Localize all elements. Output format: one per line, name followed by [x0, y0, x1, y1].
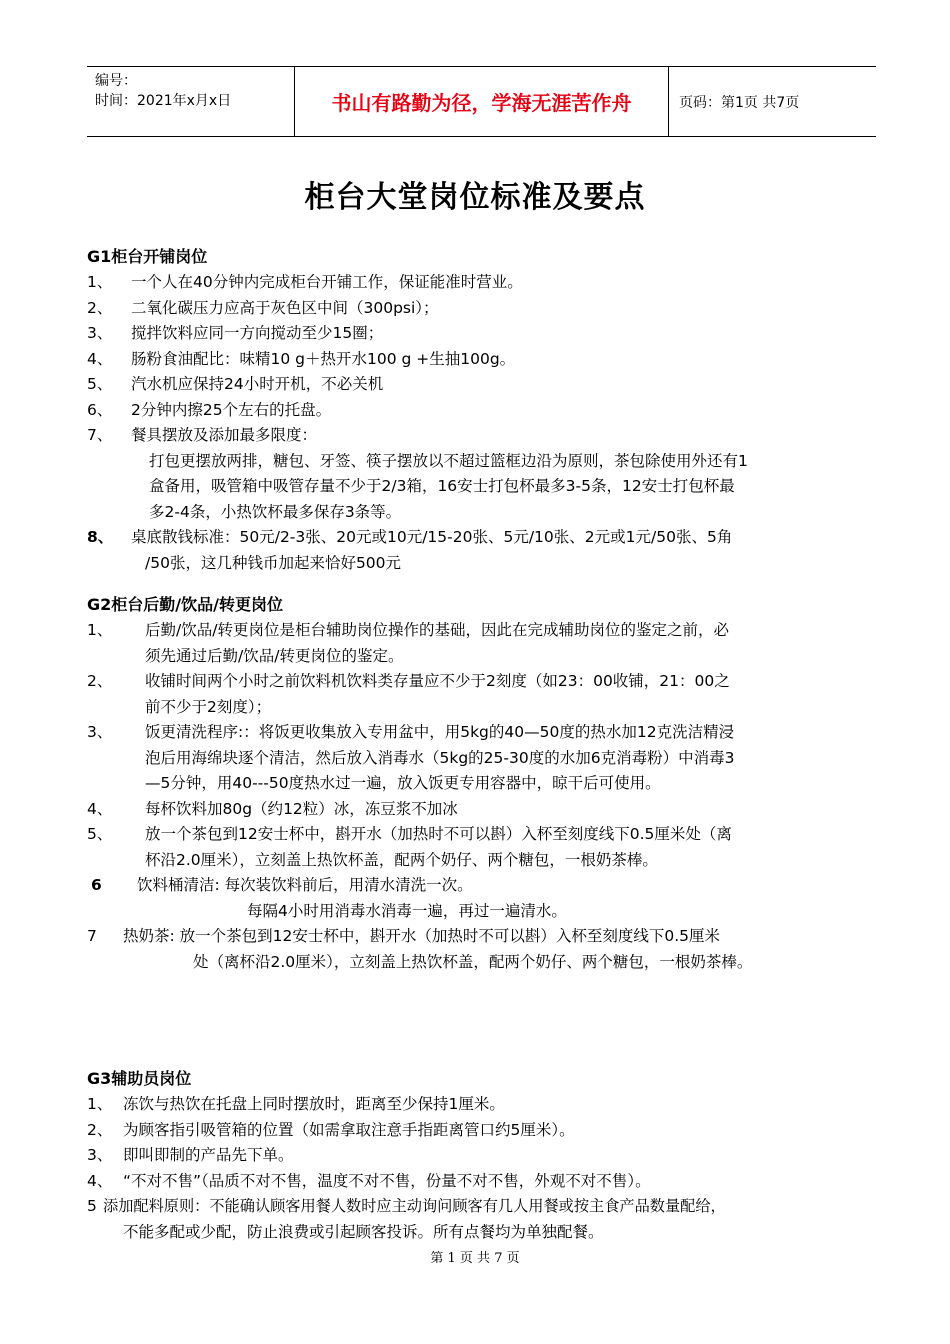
- item-text: 二氧化碳压力应高于灰色区中间（300psi）；: [131, 298, 439, 317]
- list-item-continuation: [87, 746, 887, 772]
- section-g1: [87, 244, 887, 576]
- list-item: [87, 347, 887, 373]
- list-item: [87, 321, 887, 347]
- item-text: 每杯饮料加80g（约12粒）冰，冻豆浆不加冰: [145, 799, 458, 818]
- item-number: 4、: [87, 349, 113, 368]
- list-item-continuation: [87, 771, 887, 797]
- section-g2: [87, 592, 887, 975]
- item-number: 1、: [87, 273, 113, 291]
- item-number: 4、: [87, 1171, 113, 1190]
- item-number: 1、: [87, 1095, 113, 1113]
- list-item-continuation: [87, 848, 887, 874]
- list-item: [87, 720, 887, 746]
- list-item-continuation: [87, 695, 887, 721]
- item-text: 盒备用，吸管箱中吸管存量不少于2/3箱，16安士打包杯最多3-5条，12安士打包杯最: [149, 477, 735, 495]
- item-text: 搅拌饮料应同一方向搅动至少15圈；: [131, 324, 384, 342]
- list-item: [87, 669, 887, 695]
- list-item: [87, 873, 887, 899]
- item-number: 2、: [87, 1120, 113, 1139]
- list-item-continuation: [87, 644, 887, 670]
- section-heading: G3辅助员岗位: [87, 1069, 192, 1088]
- item-text: 为顾客指引吸管箱的位置（如需拿取注意手指距离管口约5厘米）。: [123, 1120, 575, 1139]
- section-heading: G1柜台开铺岗位: [87, 247, 208, 266]
- item-text: 放一个茶包到12安士杯中，斟开水（加热时不可以斟）入杯至刻度线下0.5厘米处（离: [145, 825, 732, 843]
- item-text: 餐具摆放及添加最多限度：: [131, 426, 318, 444]
- item-text: 肠粉食油配比：味精10 g＋热开水100 g +生抽100g。: [131, 349, 516, 368]
- item-text: 收铺时间两个小时之前饮料机饮料类存量应不少于2刻度（如23：00收铺，21：00之: [145, 672, 730, 690]
- list-item-continuation: [87, 551, 887, 577]
- item-number: 3、: [87, 324, 113, 342]
- document-header: [87, 66, 876, 137]
- list-item: [87, 1143, 887, 1169]
- item-number: 3、: [87, 723, 113, 741]
- list-item-continuation: [87, 899, 887, 925]
- item-text: 饭更清洗程序:：将饭更收集放入专用盆中，用5kg的40—50度的热水加12克洗洁精浸: [145, 723, 735, 741]
- item-number: 8、: [87, 528, 114, 546]
- item-text: /50张，这几种钱币加起来恰好500元: [145, 553, 402, 572]
- item-text: 桌底散钱标准：50元/2-3张、20元或10元/15-20张、5元/10张、2元或1元/50张、5角: [131, 528, 733, 546]
- time-label: 时间：2021年x月x日: [95, 93, 232, 109]
- list-item: [87, 423, 887, 449]
- item-text: 打包更摆放两排，糖包、牙签、筷子摆放以不超过篮框边沿为原则，茶包除使用外还有1: [149, 451, 748, 470]
- item-text: 热奶茶: 放一个茶包到12安士杯中，斟开水（加热时不可以斟）入杯至刻度线下0.5厘米: [123, 927, 721, 945]
- item-text: 须先通过后勤/饮品/转更岗位的鉴定。: [145, 646, 404, 665]
- section-heading: G2柜台后勤/饮品/转更岗位: [87, 595, 283, 614]
- item-text: “不对不售”（品质不对不售，温度不对不售，份量不对不售，外观不对不售）。: [123, 1171, 651, 1190]
- item-number: 6: [91, 876, 102, 894]
- list-item-continuation: [87, 950, 887, 976]
- item-number: 5、: [87, 375, 113, 393]
- list-item-continuation: [87, 449, 887, 475]
- list-item: [87, 797, 887, 823]
- list-item: [87, 1092, 887, 1118]
- item-number: 7、: [87, 426, 113, 444]
- item-text: 汽水机应保持24小时开机，不必关机: [131, 375, 384, 393]
- list-item-continuation: [87, 474, 887, 500]
- list-item: [87, 924, 887, 950]
- list-item-continuation: [87, 1220, 887, 1246]
- motto: 书山有路勤为径，学海无涯苦作舟: [294, 67, 669, 136]
- item-number: 1、: [87, 621, 113, 639]
- item-text: 饮料桶清洁: 每次装饮料前后，用清水清洗一次。: [137, 876, 473, 894]
- item-text: 每隔4小时用消毒水消毒一遍，再过一遍清水。: [247, 901, 567, 920]
- item-text: 冻饮与热饮在托盘上同时摆放时，距离至少保持1厘米。: [123, 1095, 505, 1113]
- item-text: 多2-4条，小热饮杯最多保存3条等。: [149, 502, 402, 521]
- item-number: 5: [87, 1197, 97, 1215]
- item-number: 6、: [87, 400, 113, 419]
- page-info: 页码：第1页 共7页: [679, 94, 800, 111]
- item-number: 3、: [87, 1146, 113, 1164]
- item-text: —5分钟，用40---50度热水过一遍，放入饭更专用容器中，晾干后可使用。: [145, 774, 661, 792]
- section-g3: [87, 1066, 887, 1245]
- item-text: 泡后用海绵块逐个清洁，然后放入消毒水（5kg的25-30度的水加6克消毒粉）中消毒3: [145, 748, 735, 767]
- page-footer: 第 1 页 共 7 页: [430, 1251, 520, 1266]
- item-text: 2分钟内擦25个左右的托盘。: [131, 400, 332, 419]
- id-label: 编号：: [95, 73, 137, 89]
- list-item: [87, 822, 887, 848]
- list-item-continuation: [87, 500, 887, 526]
- item-text: 添加配料原则：不能确认顾客用餐人数时应主动询问顾客有几人用餐或按主食产品数量配给，: [103, 1197, 726, 1215]
- item-text: 前不少于2刻度）；: [145, 697, 272, 716]
- item-text: 后勤/饮品/转更岗位是柜台辅助岗位操作的基础，因此在完成辅助岗位的鉴定之前，必: [145, 621, 729, 639]
- list-item: [87, 372, 887, 398]
- list-item: [87, 525, 887, 551]
- item-text: 即叫即制的产品先下单。: [123, 1146, 294, 1164]
- header-left-cell: [87, 67, 294, 136]
- item-text: 处（离杯沿2.0厘米），立刻盖上热饮杯盖，配两个奶仔、两个糖包，一根奶茶棒。: [193, 952, 753, 971]
- list-item: [87, 618, 887, 644]
- item-number: 2、: [87, 672, 113, 690]
- list-item: [87, 1118, 887, 1144]
- item-text: 一个人在40分钟内完成柜台开铺工作，保证能准时营业。: [131, 273, 523, 291]
- list-item: [87, 270, 887, 296]
- item-number: 4、: [87, 799, 113, 818]
- list-item: [87, 1194, 887, 1220]
- page-title: 柜台大堂岗位标准及要点: [304, 180, 646, 215]
- item-text: 杯沿2.0厘米），立刻盖上热饮杯盖，配两个奶仔、两个糖包，一根奶茶棒。: [145, 850, 658, 869]
- item-number: 2、: [87, 298, 113, 317]
- list-item: [87, 1169, 887, 1195]
- list-item: [87, 296, 887, 322]
- list-item: [87, 398, 887, 424]
- item-number: 5、: [87, 825, 113, 843]
- item-text: 不能多配或少配，防止浪费或引起顾客投诉。所有点餐均为单独配餐。: [123, 1222, 604, 1241]
- item-number: 7: [87, 927, 97, 945]
